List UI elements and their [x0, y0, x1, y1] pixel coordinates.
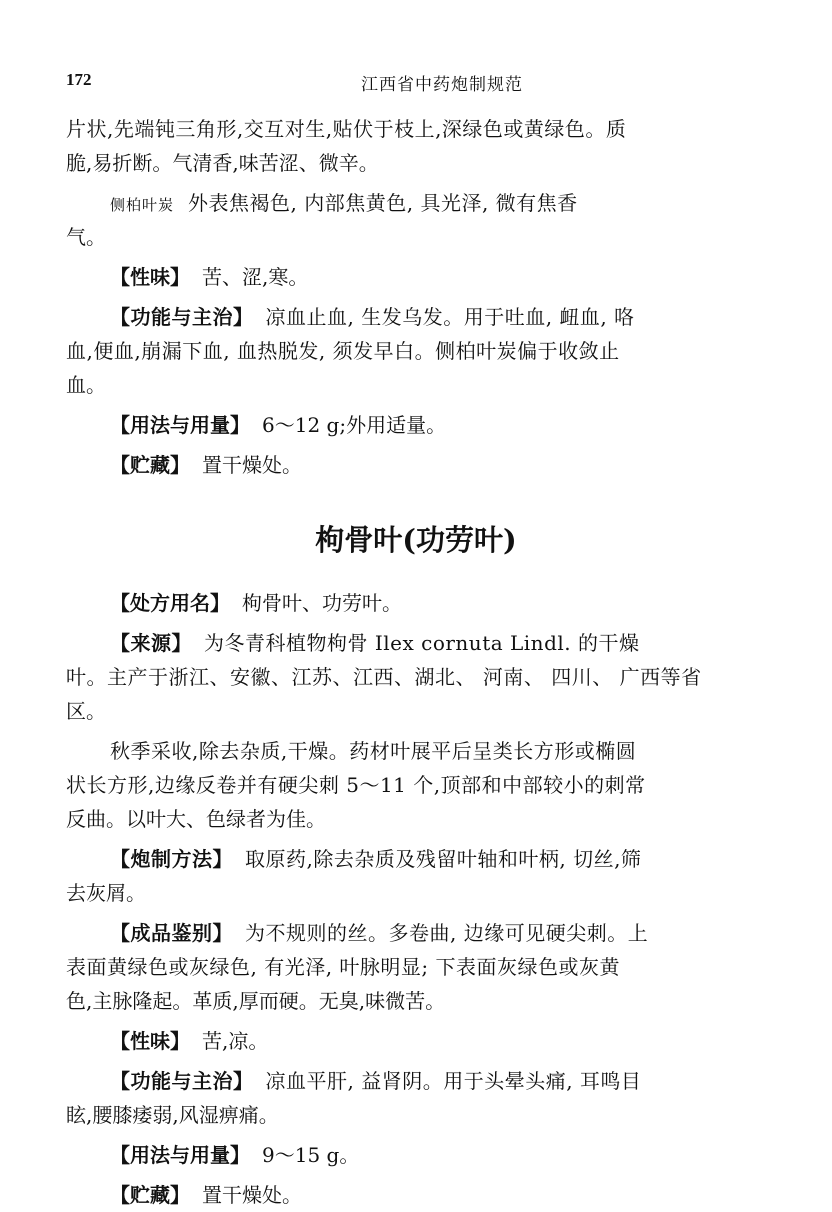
- function-text-1-line-1: 凉血止血, 生发乌发。用于吐血, 衄血, 咯: [265, 305, 635, 329]
- function-text-2-line-1: 凉血平肝, 益肾阴。用于头晕头痛, 耳鸣目: [265, 1069, 642, 1093]
- page-header: [66, 68, 766, 102]
- taste-section-1: [66, 260, 766, 294]
- storage-text-2: 置干燥处。: [202, 1183, 302, 1207]
- identification-label: 【成品鉴别】: [110, 921, 233, 945]
- dose-label-2: 【用法与用量】: [110, 1143, 250, 1167]
- taste-text-2: 苦,凉。: [202, 1029, 269, 1053]
- function-section-2-line-1: [66, 1064, 766, 1098]
- processing-section-line-1: [66, 842, 766, 876]
- section-title: 枸骨叶(功劳叶): [315, 523, 517, 557]
- storage-section-1: [66, 448, 766, 482]
- storage-label-1: 【贮藏】: [110, 453, 190, 477]
- source-section-line-2: 叶。主产于浙江、安徽、江苏、江西、湖北、 河南、 四川、 广西等省: [66, 665, 702, 689]
- dose-section-2: [66, 1138, 766, 1172]
- dose-text-1: 6～12 g;外用适量。: [262, 413, 447, 437]
- dose-text-2: 9～15 g。: [262, 1143, 360, 1167]
- prescription-text: 枸骨叶、功劳叶。: [242, 591, 402, 615]
- document-content: [66, 112, 766, 1212]
- taste-text-1: 苦、涩,寒。: [202, 265, 309, 289]
- function-section-2-line-2: 眩,腰膝痿弱,风湿痹痛。: [66, 1103, 279, 1127]
- source-label: 【来源】: [110, 631, 192, 655]
- taste-label-2: 【性味】: [110, 1029, 190, 1053]
- source-text-line-1: 为冬青科植物枸骨 Ilex cornuta Lindl. 的干燥: [204, 631, 640, 655]
- dose-label-1: 【用法与用量】: [110, 413, 250, 437]
- taste-label-1: 【性味】: [110, 265, 190, 289]
- dose-section-1: [66, 408, 766, 442]
- identification-section-line-3: 色,主脉隆起。革质,厚而硬。无臭,味微苦。: [66, 989, 446, 1013]
- page-number: 172: [66, 70, 92, 89]
- function-section-1-line-1: [66, 300, 766, 334]
- storage-label-2: 【贮藏】: [110, 1183, 190, 1207]
- running-title: 江西省中药炮制规范: [361, 75, 523, 95]
- harvest-line-3: 反曲。以叶大、色绿者为佳。: [66, 807, 326, 831]
- storage-text-1: 置干燥处。: [202, 453, 302, 477]
- function-section-1-line-2: 血,便血,崩漏下血, 血热脱发, 须发早白。侧柏叶炭偏于收敛止: [66, 339, 620, 363]
- identification-text-line-1: 为不规则的丝。多卷曲, 边缘可见硬尖刺。上: [245, 921, 649, 945]
- processing-section-line-2: 去灰屑。: [66, 881, 146, 905]
- charcoal-label: 侧柏叶炭: [110, 196, 175, 214]
- charcoal-text: 外表焦褐色, 内部焦黄色, 具光泽, 微有焦香: [188, 191, 578, 215]
- identification-section-line-1: [66, 916, 766, 950]
- function-label-2: 【功能与主治】: [110, 1069, 254, 1093]
- prescription-label: 【处方用名】: [110, 591, 230, 615]
- source-section-line-1: [66, 626, 766, 660]
- harvest-line-2: 状长方形,边缘反卷并有硬尖刺 5～11 个,顶部和中部较小的刺常: [66, 773, 646, 797]
- processing-text-line-1: 取原药,除去杂质及残留叶轴和叶柄, 切丝,筛: [245, 847, 642, 871]
- continued-paragraph-line-1: 片状,先端钝三角形,交互对生,贴伏于枝上,深绿色或黄绿色。质: [66, 117, 627, 141]
- charcoal-description-line-1: [66, 186, 766, 220]
- source-section-line-3: 区。: [66, 699, 106, 723]
- function-section-1-line-3: 血。: [66, 373, 106, 397]
- charcoal-description-line-2: 气。: [66, 225, 106, 249]
- taste-section-2: [66, 1024, 766, 1058]
- identification-section-line-2: 表面黄绿色或灰绿色, 有光泽, 叶脉明显; 下表面灰绿色或灰黄: [66, 955, 621, 979]
- continued-paragraph-line-2: 脆,易折断。气清香,味苦涩、微辛。: [66, 151, 379, 175]
- storage-section-2: [66, 1178, 766, 1212]
- processing-label: 【炮制方法】: [110, 847, 233, 871]
- prescription-section: [66, 586, 766, 620]
- harvest-line-1: 秋季采收,除去杂质,干燥。药材叶展平后呈类长方形或椭圆: [110, 739, 637, 763]
- function-label-1: 【功能与主治】: [110, 305, 254, 329]
